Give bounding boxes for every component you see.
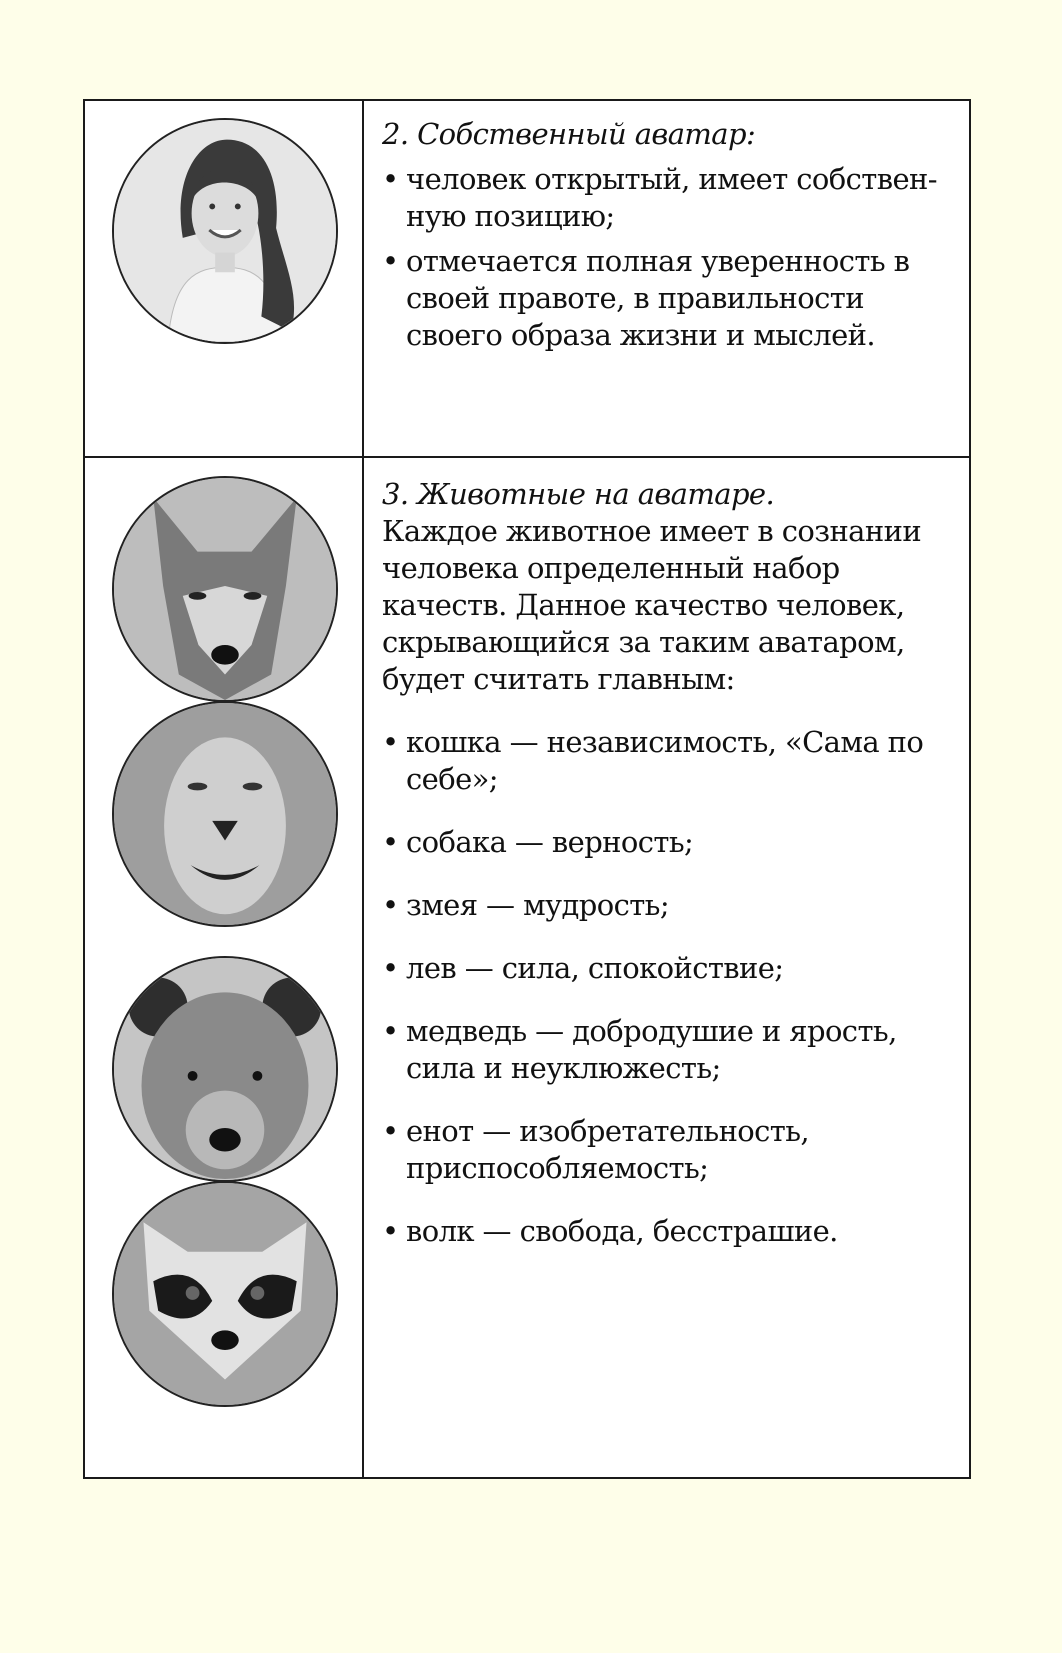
own-avatar-bullet: • отмечается полная уверенность в своей правоте, в правильности своего образа жизни и мыслей.: [382, 243, 952, 354]
animal-bullet: • волк — свобода, бесстрашие.: [382, 1213, 952, 1250]
animal-avatars-description: [382, 476, 952, 1250]
animal-bullet: • кошка — независимость, «Сама по себе»;: [382, 724, 952, 798]
woman-avatar-image: [112, 118, 338, 344]
animal-bullet: • змея — мудрость;: [382, 887, 952, 924]
avatar-table: [83, 99, 971, 1479]
animal-bullet: • енот — изобретательность, приспособляемость;: [382, 1113, 952, 1187]
woman-portrait-icon: [114, 120, 336, 342]
animal-bullet: • лев — сила, спокойствие;: [382, 950, 952, 987]
raccoon-avatar-image: [112, 1181, 338, 1407]
bear-icon: [114, 958, 336, 1180]
raccoon-icon: [114, 1183, 336, 1405]
column-divider: [362, 101, 364, 1477]
lion-avatar-image: [112, 701, 338, 927]
own-avatar-heading: 2. Собственный аватар:: [382, 117, 756, 151]
wolf-avatar-image: [112, 476, 338, 702]
wolf-icon: [114, 478, 336, 700]
animal-bullet: • собака — верность;: [382, 824, 952, 861]
animal-bullet: • медведь — добродушие и ярость, сила и неуклюжесть;: [382, 1013, 952, 1087]
bear-avatar-image: [112, 956, 338, 1182]
animal-avatars-intro: Каждое животное имеет в сознании человека определенный набор качеств. Данное качество человек, скрывающийся за таким аватаром, будет считать главным:: [382, 514, 922, 696]
own-avatar-bullet: • человек открытый, имеет собствен-ную позицию;: [382, 161, 952, 235]
animal-avatars-heading: 3. Животные на аватаре.: [382, 477, 775, 511]
lion-icon: [114, 703, 336, 925]
own-avatar-description: [382, 116, 952, 354]
row-divider: [85, 456, 969, 458]
